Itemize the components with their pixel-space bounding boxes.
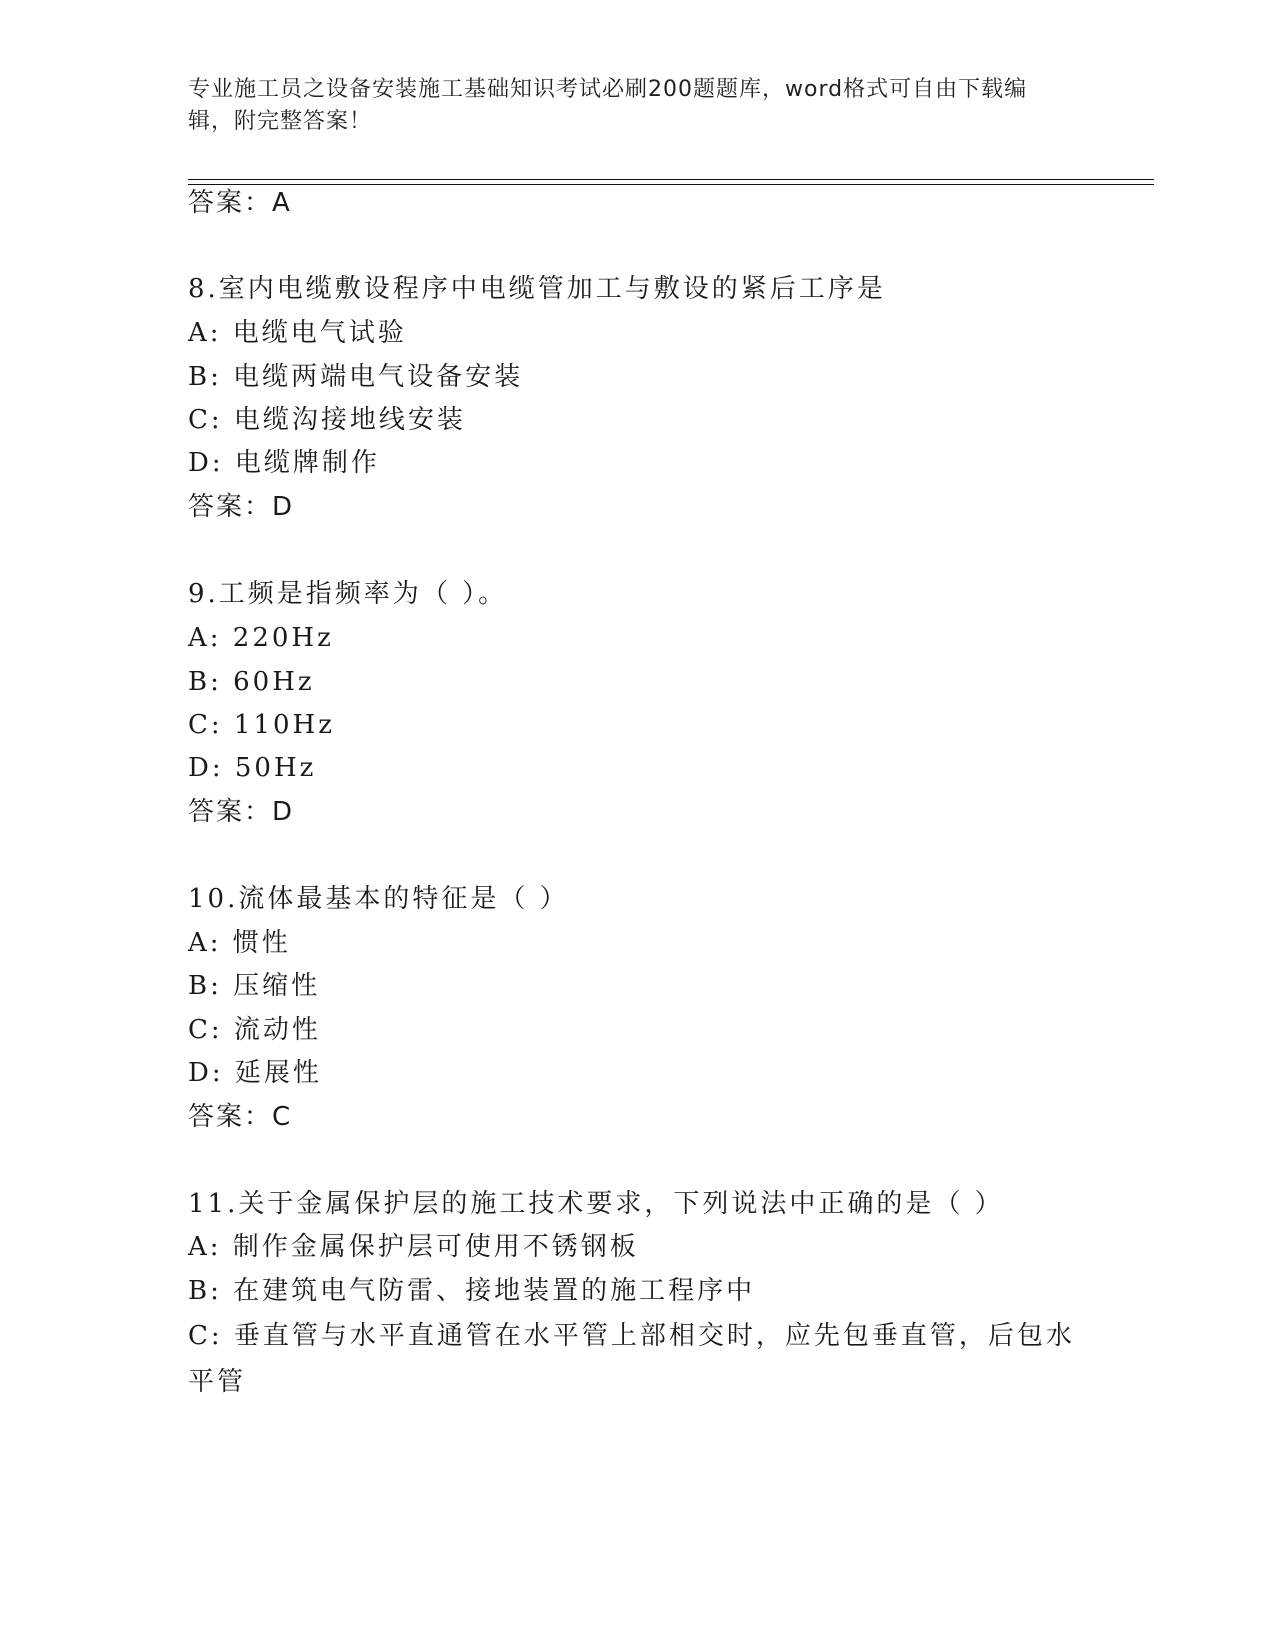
option-b: B: 电缆两端电气设备安装 xyxy=(188,362,524,392)
question-stem: 9.工频是指频率为（ ）。 xyxy=(188,579,508,609)
option-b: B: 在建筑电气防雷、接地装置的施工程序中 xyxy=(188,1276,756,1306)
option-b: B: 60Hz xyxy=(188,667,315,697)
option-a: A: 制作金属保护层可使用不锈钢板 xyxy=(188,1232,639,1262)
option-a: A: 电缆电气试验 xyxy=(188,318,407,348)
answer-line: 答案：A xyxy=(188,188,292,218)
question-stem: 8.室内电缆敷设程序中电缆管加工与敷设的紧后工序是 xyxy=(188,274,886,304)
answer-line: 答案：C xyxy=(188,1102,293,1132)
header-rule-top xyxy=(188,179,1154,180)
option-a: A: 220Hz xyxy=(188,623,334,653)
option-d: D: 电缆牌制作 xyxy=(188,448,380,478)
option-c: C: 流动性 xyxy=(188,1015,321,1045)
option-c: C: 垂直管与水平直通管在水平管上部相交时，应先包垂直管，后包水平管 xyxy=(188,1321,1075,1397)
option-d: D: 延展性 xyxy=(188,1058,322,1088)
document-header: 专业施工员之设备安装施工基础知识考试必刷200题题库，word格式可自由下载编辑，附完整答案！ xyxy=(188,77,1028,134)
option-c: C: 110Hz xyxy=(188,710,335,740)
header-rule-bottom xyxy=(188,184,1154,185)
option-d: D: 50Hz xyxy=(188,753,317,783)
answer-line: 答案：D xyxy=(188,797,295,827)
answer-line: 答案：D xyxy=(188,492,295,522)
question-stem: 11.关于金属保护层的施工技术要求，下列说法中正确的是（ ） xyxy=(188,1189,1004,1219)
question-stem: 10.流体最基本的特征是（ ） xyxy=(188,884,569,914)
option-a: A: 惯性 xyxy=(188,928,291,958)
option-b: B: 压缩性 xyxy=(188,971,321,1001)
option-c: C: 电缆沟接地线安装 xyxy=(188,405,466,435)
